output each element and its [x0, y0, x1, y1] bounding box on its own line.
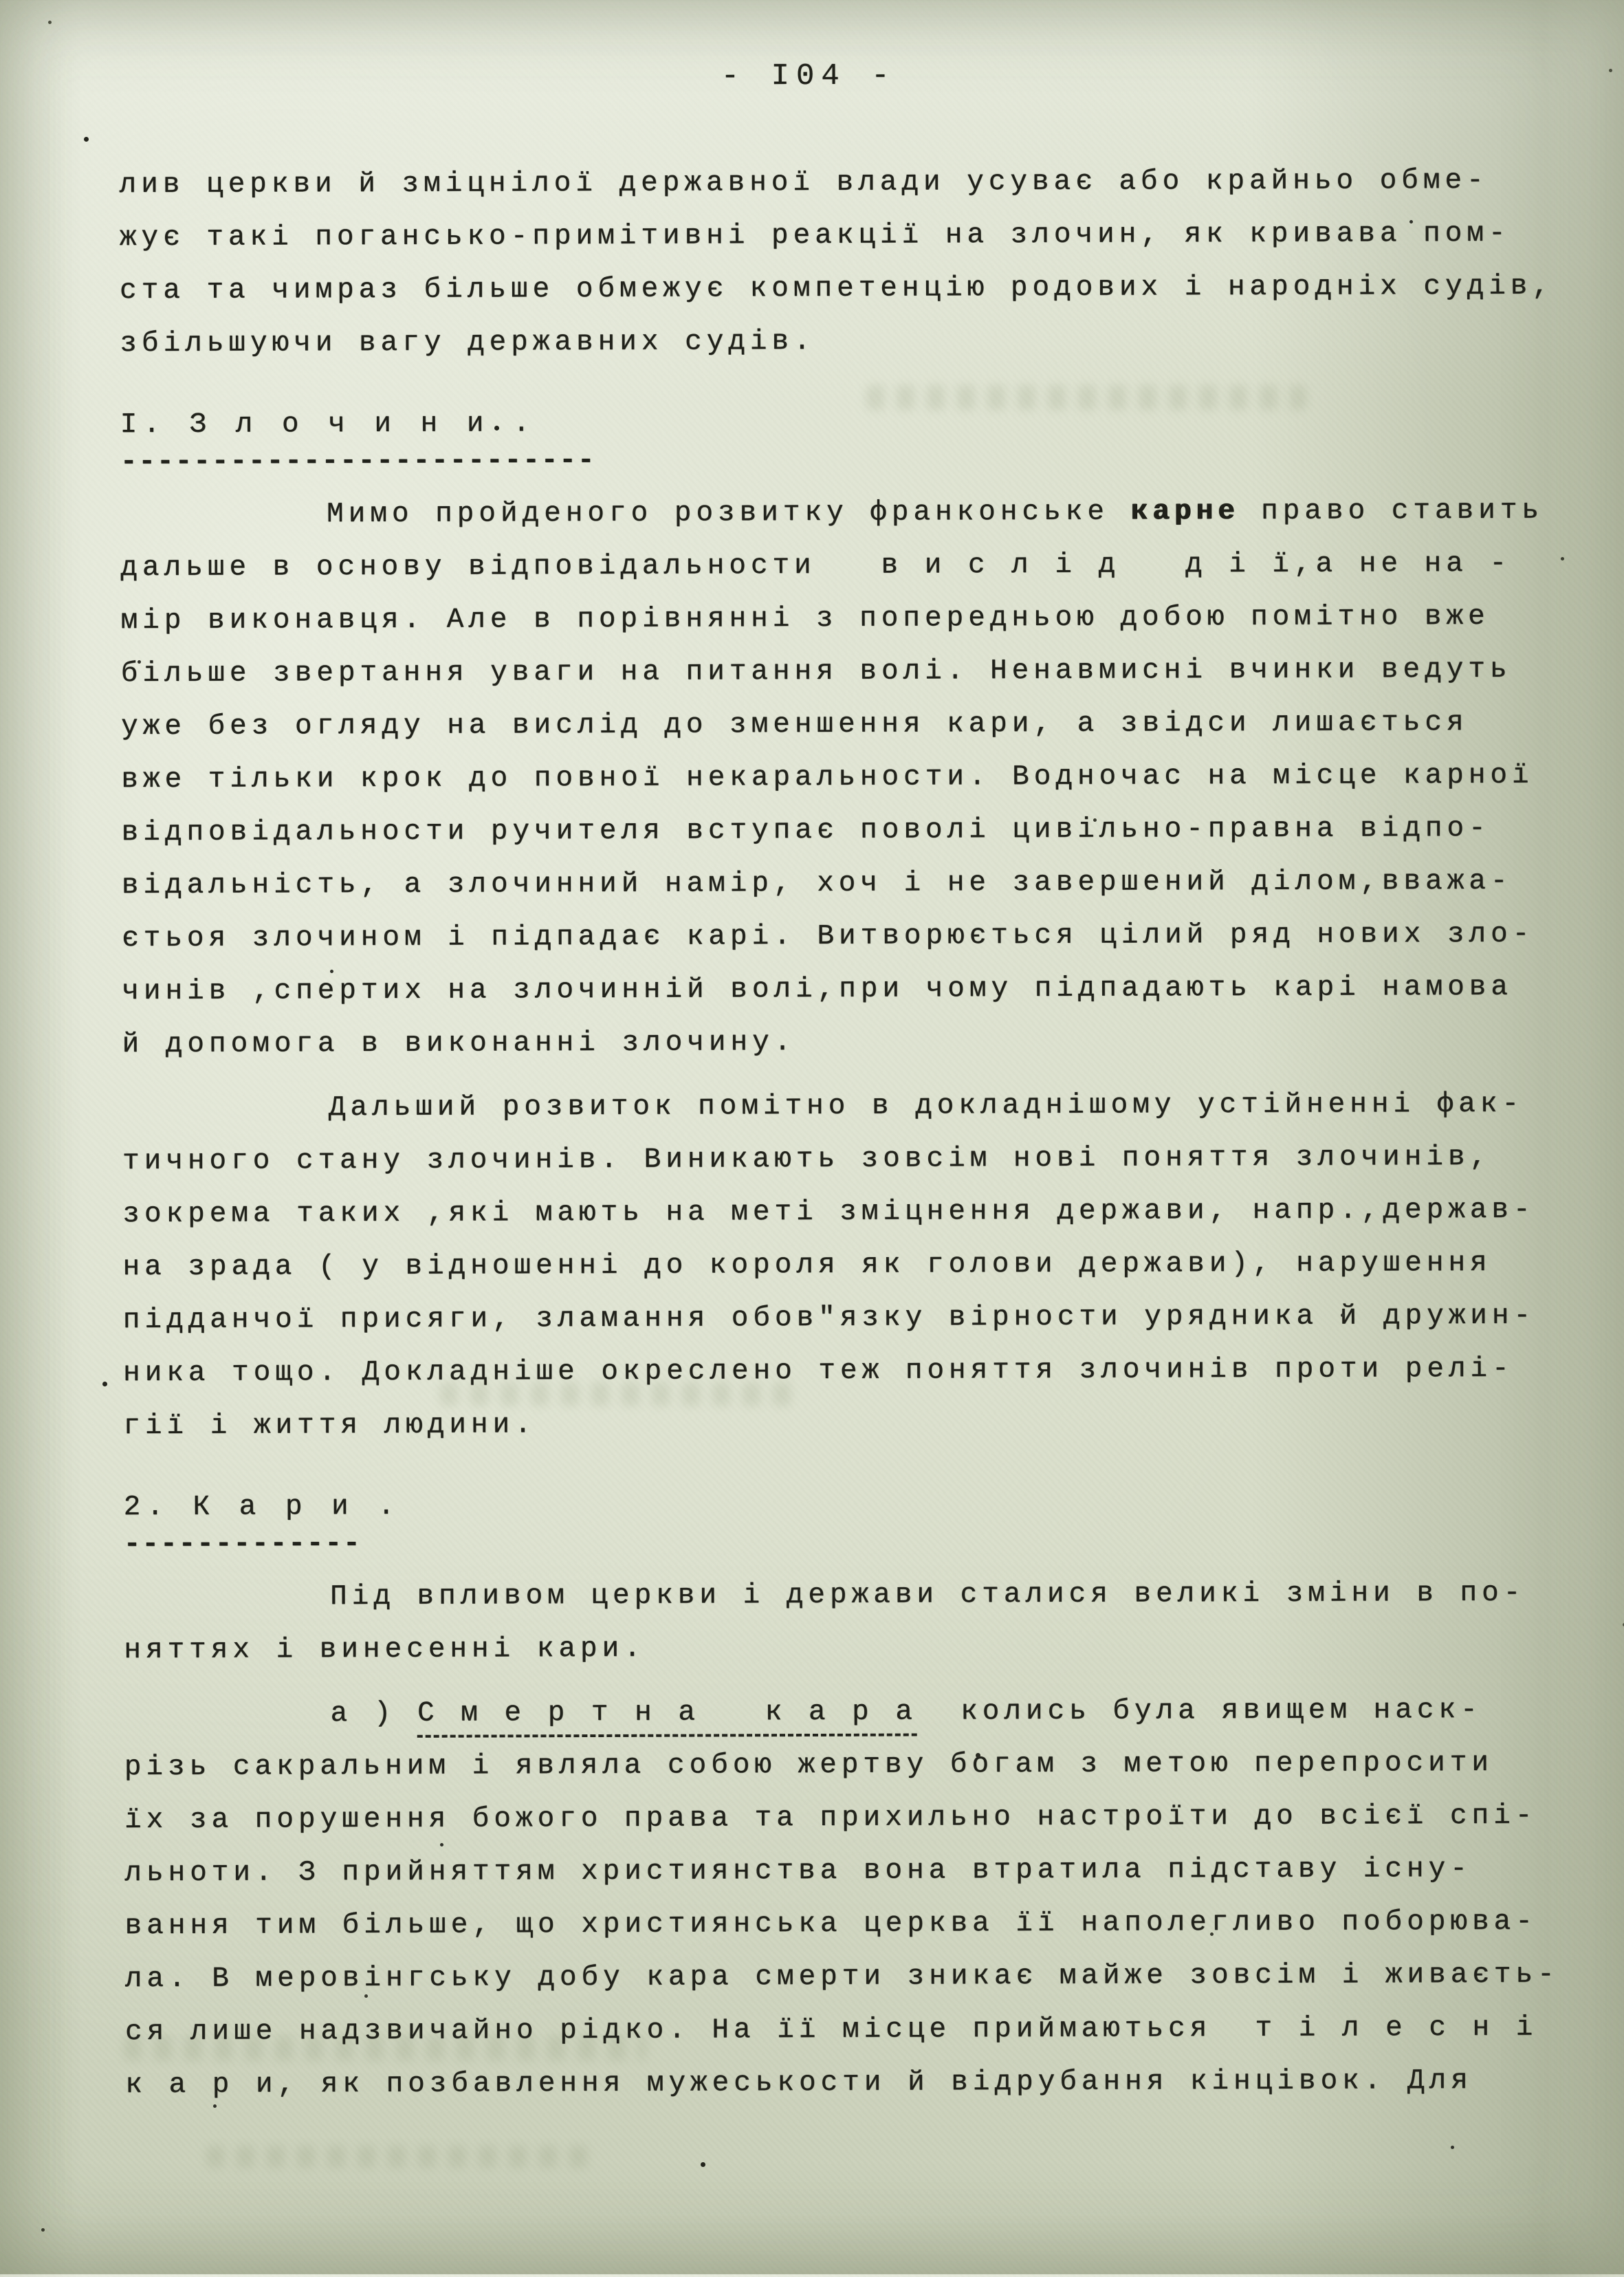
text-line [121, 590, 1595, 648]
text-segment: й допомога в виконанні злочину. [122, 1027, 796, 1061]
text-line [125, 1948, 1599, 2006]
text-segment: тичного стану злочинів. Виникають зовсім нові поняття злочинів, [122, 1141, 1492, 1178]
text-line [120, 313, 1594, 371]
text-line [123, 1395, 1597, 1453]
text-line [121, 749, 1595, 807]
text-line [120, 260, 1594, 318]
text-segment: ------------- [123, 1528, 362, 1561]
text-segment: ся лише надзвичайно рідко. На її місце приймаються т і л е с н і [125, 2012, 1538, 2049]
text-line [122, 1184, 1596, 1241]
paragraph [122, 1078, 1598, 1453]
text-segment: ла. В меровінгську добу кара смерти зникає майже зовсім і живаєть- [124, 1959, 1559, 1996]
text-line [120, 399, 1594, 446]
text-segment: їх за порушення божого права та прихильно настроїти до всієї спі- [124, 1800, 1537, 1837]
underlined-text: С м е р т н а к а р а [417, 1697, 917, 1738]
text-line [121, 696, 1595, 754]
text-segment: к а р и, як позбавлення мужеськости й відрубання кінцівок. Для [125, 2064, 1473, 2102]
text-segment: льноти. З прийняттям християнства вона втратила підставу існу- [124, 1853, 1472, 1890]
text-line [122, 961, 1596, 1018]
text-segment: Під впливом церкви і держави сталися великі зміни в по- [330, 1577, 1526, 1613]
text-segment: підданчої присяги, зламання обов"язку вірности урядника й дружин- [122, 1300, 1536, 1337]
text-segment: вання тим більше, що християнська церква її наполегливо поборюва- [124, 1906, 1537, 1943]
text-line [122, 1014, 1596, 1071]
text-segment: чинів ,спертих на злочинній волі,при чому підпадають карі намова [122, 971, 1513, 1008]
text-segment: колись була явищем наск- [917, 1694, 1482, 1728]
text-segment: вже тільки крок до повної некаральности. Водночас на місце карної [121, 759, 1534, 796]
text-segment: на зрада ( у відношенні до короля як голови держави), нарушення [122, 1247, 1492, 1284]
text-segment: відповідальности ручителя вступає поволі цивільно-правна відпо- [121, 812, 1491, 849]
text-line [122, 1078, 1596, 1135]
text-segment: жує такі погансько-примітивні реакції на злочин, як кривава пом- [119, 217, 1511, 254]
text-segment: уже без огляду на вислід до зменшення кари, а звідси лишається [121, 706, 1469, 743]
text-segment: різь сакральним і являла собою жертву богам з метою перепросити [124, 1747, 1493, 1784]
text-segment: збільшуючи вагу державних судів. [120, 325, 815, 360]
paragraph [124, 1684, 1600, 2112]
text-line [120, 537, 1594, 595]
text-line [122, 908, 1596, 966]
document-body [120, 154, 1600, 2112]
text-line [124, 1895, 1599, 1953]
text-line [121, 643, 1595, 701]
text-line [120, 484, 1594, 542]
text-line [121, 802, 1595, 860]
text-segment: лив церкви й зміцнілої державної влади усуває або крайньо обме- [119, 164, 1489, 201]
text-segment: гії і життя людини. [123, 1409, 536, 1443]
text-segment: дальше в основу відповідальности в и с л і д д і ї,а не на - [120, 547, 1512, 585]
text-segment: єтьоя злочином і підпадає карі. Витворюється цілий ряд нових зло- [122, 918, 1535, 955]
text-segment: няттях і винесенні кари. [124, 1633, 646, 1667]
text-line [124, 1684, 1599, 1741]
text-line [123, 1289, 1597, 1347]
paragraph [124, 1567, 1598, 1677]
text-line [125, 2001, 1599, 2059]
text-segment: більше звертання уваги на питання волі. Ненавмисні вчинки ведуть [120, 653, 1512, 690]
text-line [120, 207, 1594, 265]
text-line [124, 1789, 1599, 1847]
text-line [120, 154, 1594, 212]
text-line [124, 1736, 1599, 1794]
heading-underline [124, 1524, 1598, 1560]
section-heading [124, 1481, 1598, 1560]
text-line [122, 855, 1596, 913]
text-segment: 2. К а р и . [123, 1490, 402, 1524]
text-segment: мір виконавця. Але в порівнянні з попередньою добою помітно вже [120, 600, 1490, 638]
text-line [124, 1620, 1598, 1677]
text-line [124, 1481, 1598, 1529]
text-line [122, 1131, 1596, 1188]
text-line [123, 1342, 1597, 1400]
bold-text: карне [1130, 496, 1240, 528]
text-line [125, 2054, 1599, 2112]
text-segment: Мимо пройденого розвитку франконське [327, 496, 1131, 531]
text-segment: ника тощо. Докладніше окреслено теж поняття злочинів проти релі- [123, 1353, 1514, 1390]
text-segment: ста та чимраз більше обмежує компетенцію родових і народніх судів, [120, 270, 1555, 307]
section-heading [120, 399, 1594, 478]
paragraph [120, 484, 1596, 1071]
text-segment: Дальший розвиток помітно в докладнішому устійненні фак- [328, 1088, 1524, 1124]
text-line [122, 1236, 1596, 1294]
text-segment: а ) [330, 1697, 418, 1730]
paper-speck [41, 2228, 45, 2232]
text-segment: право ставить [1239, 494, 1544, 528]
text-segment: І. З л о ч и н и . [120, 408, 536, 442]
text-line [124, 1842, 1599, 1900]
page-number: - І04 - [721, 58, 897, 94]
heading-underline [120, 442, 1594, 478]
text-segment: відальність, а злочинний намір, хоч і не завершений ділом,вважа- [121, 865, 1513, 902]
text-segment: -------------------------- [120, 444, 596, 479]
text-segment: зокрема таких ,які мають на меті зміцнення держави, напр.,держав- [122, 1194, 1535, 1231]
text-line [124, 1567, 1598, 1624]
paragraph [120, 154, 1594, 371]
